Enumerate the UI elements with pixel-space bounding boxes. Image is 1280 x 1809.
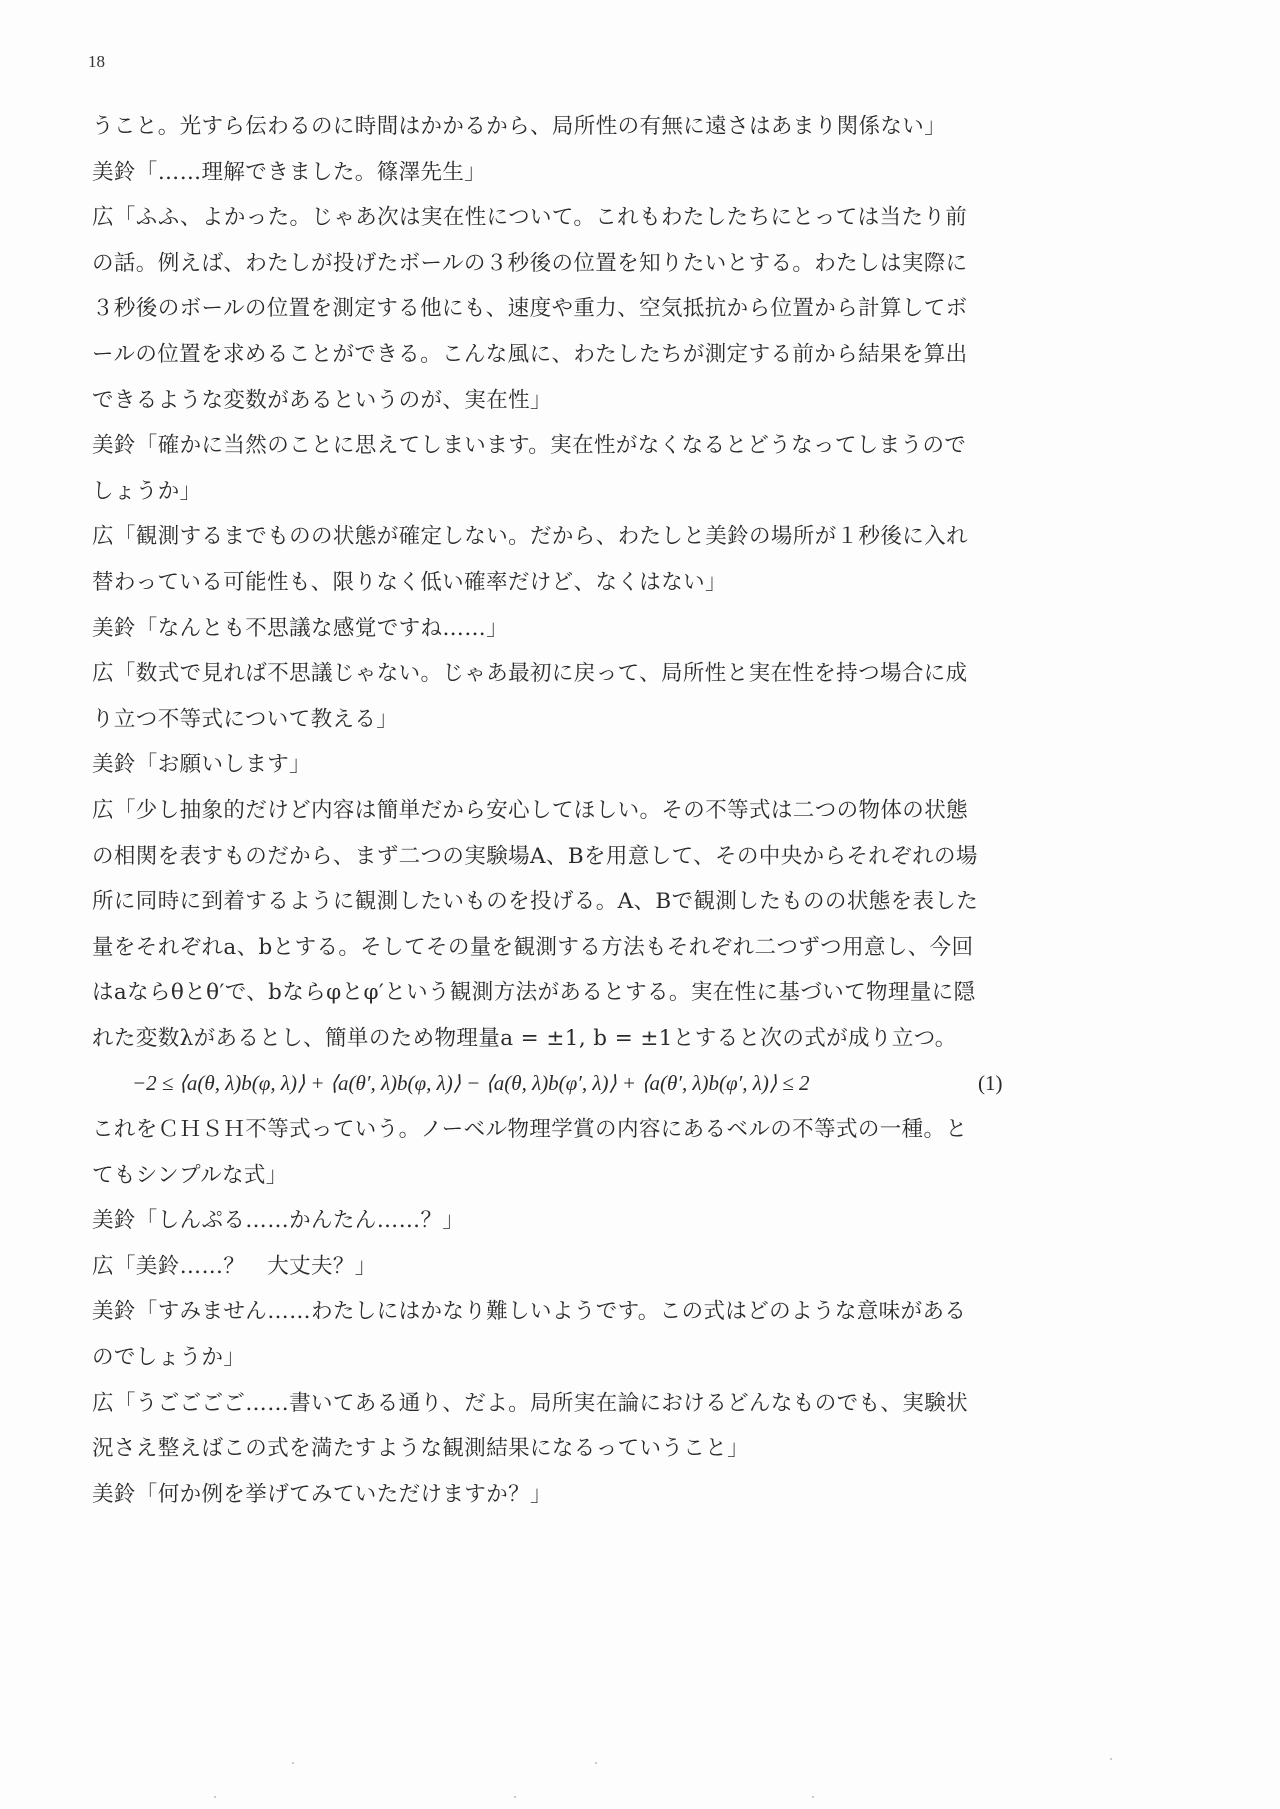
text-line: うこと。光すら伝わるのに時間はかかるから、局所性の有無に遠さはあまり関係ない」 [92,114,947,139]
text-line: 美鈴「しんぷる……かんたん……？」 [92,1208,465,1234]
text-line: 美鈴「……理解できました。篠澤先生」 [92,159,487,185]
text-line: 広「少し抽象的だけど内容は簡単だから安心してほしい。その不等式は二つの物体の状態 [92,797,969,823]
text-line: の話。例えば、わたしが投げたボールの３秒後の位置を知りたいとする。わたしは実際に [92,250,968,276]
text-line: はaならθとθ′で、bならφとφ′という観測方法があるとする。実在性に基づいて物理量に隠 [92,980,976,1006]
text-line: 広「うごごごご……書いてある通り、だよ。局所実在論におけるどんなものでも、実験状 [92,1390,969,1416]
text-line: 替わっている可能性も、限りなく低い確率だけど、なくはない」 [92,569,727,595]
text-line: のでしょうか」 [92,1345,246,1371]
page-number: 18 [88,52,105,71]
text-line: れた変数λがあるとし、簡単のため物理量a = ±1, b = ±1とすると次の式が成り立つ。 [92,1025,957,1051]
body-text [92,104,1022,1517]
equation-number: (1) [978,1071,1003,1096]
equation-body: −2 ≤ ⟨a(θ, λ)b(φ, λ)⟩ + ⟨a(θ′, λ)b(φ, λ)⟩ − ⟨a(θ, λ)b(φ′, λ)⟩ + ⟨a(θ′, λ)b(φ′, λ)⟩ ≤ 2 [132,1071,810,1096]
text-line: 美鈴「確かに当然のことに思えてしまいます。実在性がなくなるとどうなってしまうので [92,433,967,459]
scan-speck [812,1796,814,1798]
text-line: 広「ふふ、よかった。じゃあ次は実在性について。これもわたしたちにとっては当たり前 [92,205,968,231]
text-line: 広「美鈴……？ 大丈夫？」 [92,1253,377,1279]
scan-speck [292,1762,294,1764]
text-line: 広「数式で見れば不思議じゃない。じゃあ最初に戻って、局所性と実在性を持つ場合に成 [92,661,968,687]
text-line: 所に同時に到着するように観測したいものを投げる。A、Bで観測したものの状態を表した [92,889,979,915]
text-line: 美鈴「なんとも不思議な感覚ですね……」 [92,615,509,641]
text-line: 美鈴「お願いします」 [92,752,312,778]
text-line: 量をそれぞれa、bとする。そしてその量を観測する方法もそれぞれ二つずつ用意し、今回 [92,934,974,960]
text-line: の相関を表すものだから、まず二つの実験場A、Bを用意して、その中央からそれぞれの場 [92,843,978,869]
text-line: 況さえ整えばこの式を満たすような観測結果になるっていうこと」 [92,1436,750,1462]
text-line: これをＣＨＳＨ不等式っていう。ノーベル物理学賞の内容にあるベルの不等式の一種。と [92,1117,968,1143]
text-line: 広「観測するまでものの状態が確定しない。だから、わたしと美鈴の場所が１秒後に入れ [92,524,969,550]
scan-speck [595,1762,597,1764]
text-line: しょうか」 [92,478,202,504]
text-line: り立つ不等式について教える」 [92,706,399,732]
text-line: 美鈴「何か例を挙げてみていただけますか？」 [92,1481,552,1507]
scan-speck [214,1796,216,1798]
chsh-equation [92,1061,1022,1107]
scan-speck [1110,1758,1112,1760]
text-line: てもシンプルな式」 [92,1162,288,1188]
scan-speck [514,1796,516,1798]
text-line: ールの位置を求めることができる。こんな風に、わたしたちが測定する前から結果を算出 [92,341,968,367]
text-line: 美鈴「すみません……わたしにはかなり難しいようです。この式はどのような意味がある [92,1299,967,1325]
text-line: ３秒後のボールの位置を測定する他にも、速度や重力、空気抵抗から位置から計算してボ [92,296,968,322]
text-line: できるような変数があるというのが、実在性」 [92,387,552,413]
